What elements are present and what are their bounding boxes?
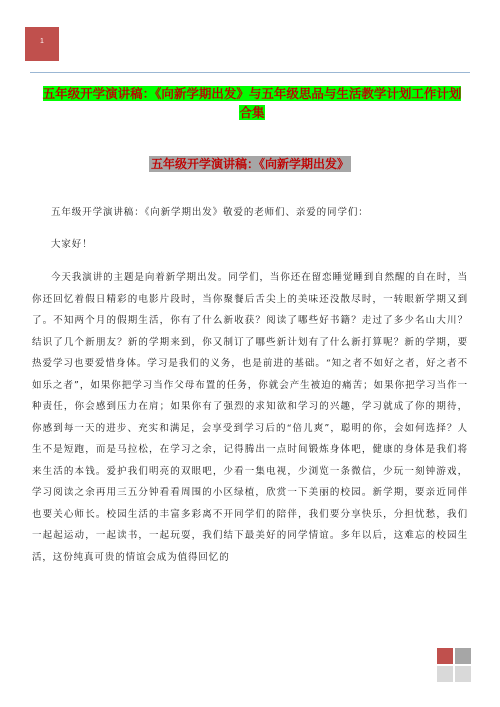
footer-block-red <box>437 648 453 664</box>
footer-block-light <box>455 666 471 682</box>
body-paragraph-main: 今天我演讲的主题是向着新学期出发。同学们，当你还在留恋睡觉睡到自然醒的自在时，当你还回忆着假日精彩的电影片段时，当你聚餐后舌尖上的美味还没散尽时，一转眼新学期又到了。不知两个月的假期生活，你有了什么新收获？阅读了哪些好书籍？走过了多少名山大川？结识了几个新朋友？新的学期来到，你又制订了哪些新计划有了什么新打算呢？新的学期，要热爱学习也要爱惜身体。学习是我们的义务，也是前进的基础。“知之者不如好之者，好之者不如乐之者”，如果你把学习当作父母布置的任务，你就会产生被迫的痛苦；如果你把学习当作一种责任，你会感到压力在肩；如果你有了强烈的求知欲和学习的兴趣，学习就成了你的期待，你感到每一天的进步、充实和满足，会享受到学习后的“倍儿爽”，聪明的你，会如何选择？人生不是短跑，而是马拉松，在学习之余，记得腾出一点时间锻炼身体吧，健康的身体是我们将来生活的本钱。爱护我们明亮的双眼吧，少看一集电视，少浏览一条微信，少玩一刻钟游戏，学习阅读之余再用三五分钟看看周围的小区绿植，欣赏一下美丽的校园。新学期，要亲近同伴也要关心师长。校园生活的丰富多彩离不开同学们的陪伴，我们要分享快乐，分担忧愁，我们一起起运动，一起读书，一起玩耍，我们结下最美好的同学情谊。多年以后，这难忘的校园生活，这份纯真可贵的情谊会成为值得回忆的 <box>32 272 468 563</box>
page-number-badge <box>25 27 59 61</box>
footer-decoration <box>437 648 471 682</box>
document-title-text: 五年级开学演讲稿：《向新学期出发》与五年级思品与生活教学计划工作计划合集 <box>42 86 462 120</box>
body-paragraph-salutation: 大家好！ <box>51 238 93 250</box>
document-body <box>32 202 468 568</box>
section-heading-text: 五年级开学演讲稿：《向新学期出发》 <box>150 157 349 171</box>
document-title <box>40 84 464 122</box>
header-divider <box>30 72 470 73</box>
section-heading <box>0 156 500 172</box>
body-paragraph-greeting: 五年级开学演讲稿：《向新学期出发》敬爱的老师们、亲爱的同学们： <box>51 207 369 218</box>
footer-block-gray <box>455 648 471 664</box>
footer-block-light <box>437 666 453 682</box>
page-number: 1 <box>40 38 44 45</box>
